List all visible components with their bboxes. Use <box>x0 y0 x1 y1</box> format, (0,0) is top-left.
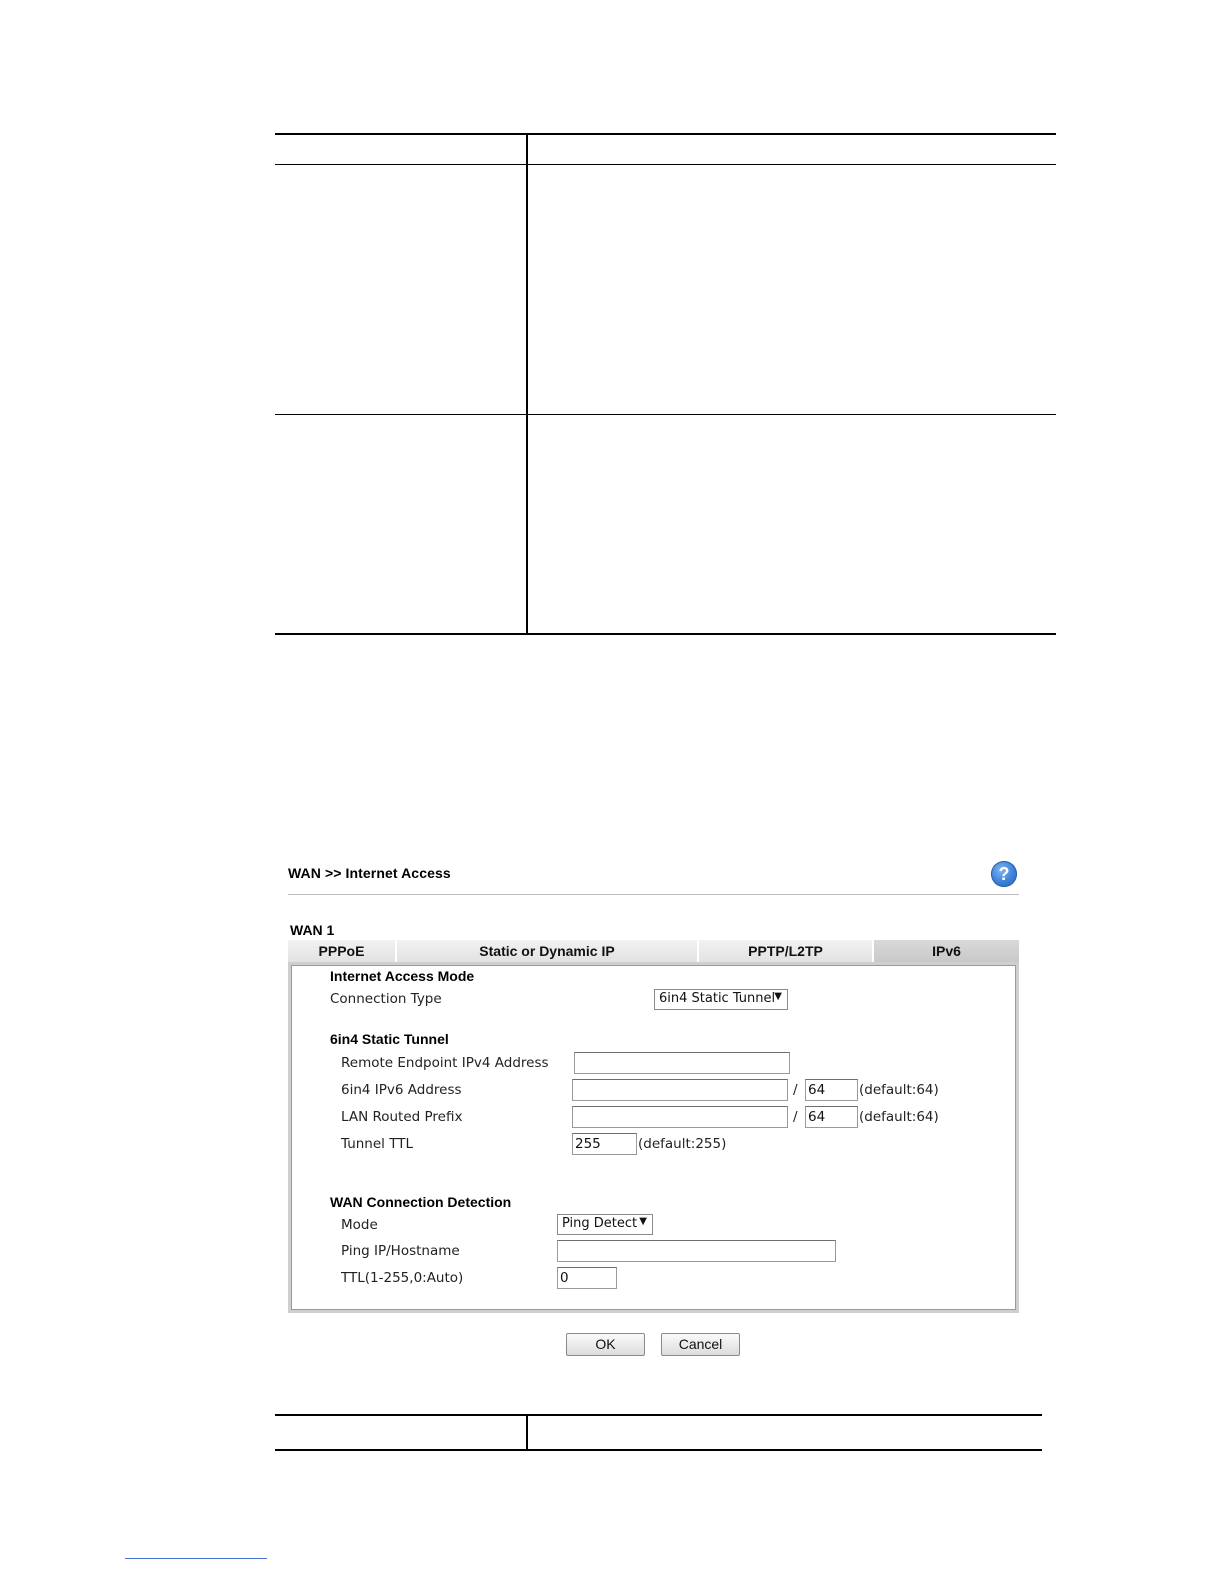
title-divider <box>288 894 1019 895</box>
doc-table-top-border <box>275 133 1056 135</box>
doc-table-column-divider <box>526 135 528 634</box>
tunnel-ttl-input[interactable]: 255 <box>572 1133 637 1155</box>
remote-endpoint-label: Remote Endpoint IPv4 Address <box>341 1055 549 1071</box>
lan-prefix-default: (default:64) <box>859 1109 939 1125</box>
ok-button[interactable]: OK <box>566 1333 645 1356</box>
ipv6-address-input[interactable] <box>572 1079 788 1101</box>
tab-bar <box>288 940 1019 962</box>
bottom-table-column-divider <box>526 1416 528 1450</box>
ipv6-address-label: 6in4 IPv6 Address <box>341 1082 462 1098</box>
bottom-table-bottom-border <box>275 1449 1042 1451</box>
detection-mode-value: Ping Detect <box>562 1216 638 1231</box>
tab-static-or-dynamic-ip[interactable]: Static or Dynamic IP <box>397 940 699 962</box>
ipv6-prefix-input[interactable]: 64 <box>805 1079 858 1101</box>
ipv6-prefix-default: (default:64) <box>859 1082 939 1098</box>
wan-label: WAN 1 <box>290 922 335 938</box>
tunnel-ttl-default: (default:255) <box>638 1136 727 1152</box>
detection-ttl-input[interactable]: 0 <box>557 1267 617 1289</box>
tab-pppoe[interactable]: PPPoE <box>288 940 397 962</box>
remote-endpoint-input[interactable] <box>574 1052 790 1074</box>
lan-prefix-length-input[interactable]: 64 <box>805 1106 858 1128</box>
doc-table-header-divider <box>275 164 1056 165</box>
detection-ttl-label: TTL(1-255,0:Auto) <box>341 1270 464 1286</box>
lan-prefix-slash: / <box>793 1109 798 1125</box>
connection-type-label: Connection Type <box>330 991 442 1007</box>
tunnel-ttl-label: Tunnel TTL <box>341 1136 413 1152</box>
internet-access-mode-heading: Internet Access Mode <box>330 968 475 984</box>
dropdown-arrow-icon: ▼ <box>639 1216 647 1227</box>
footer-link-underline <box>125 1558 267 1559</box>
tab-ipv6[interactable]: IPv6 <box>874 940 1019 962</box>
tab-pptp-l2tp[interactable]: PPTP/L2TP <box>699 940 874 962</box>
dropdown-arrow-icon: ▼ <box>774 991 782 1002</box>
detection-mode-label: Mode <box>341 1217 378 1233</box>
connection-type-select[interactable] <box>654 989 788 1010</box>
ping-hostname-label: Ping IP/Hostname <box>341 1243 460 1259</box>
breadcrumb: WAN >> Internet Access <box>288 865 451 881</box>
help-icon[interactable]: ? <box>991 861 1017 887</box>
bottom-table-top-border <box>275 1414 1042 1416</box>
cancel-button[interactable]: Cancel <box>661 1333 740 1356</box>
lan-routed-prefix-label: LAN Routed Prefix <box>341 1109 463 1125</box>
doc-table-bottom-border <box>275 633 1056 635</box>
detection-mode-select[interactable] <box>557 1214 653 1235</box>
ipv6-prefix-slash: / <box>793 1082 798 1098</box>
wan-connection-detection-heading: WAN Connection Detection <box>330 1194 512 1210</box>
ping-hostname-input[interactable] <box>557 1240 836 1262</box>
static-tunnel-heading: 6in4 Static Tunnel <box>330 1031 449 1047</box>
lan-routed-prefix-input[interactable] <box>572 1106 788 1128</box>
connection-type-value: 6in4 Static Tunnel <box>659 991 776 1006</box>
doc-table-row-divider <box>275 414 1056 415</box>
